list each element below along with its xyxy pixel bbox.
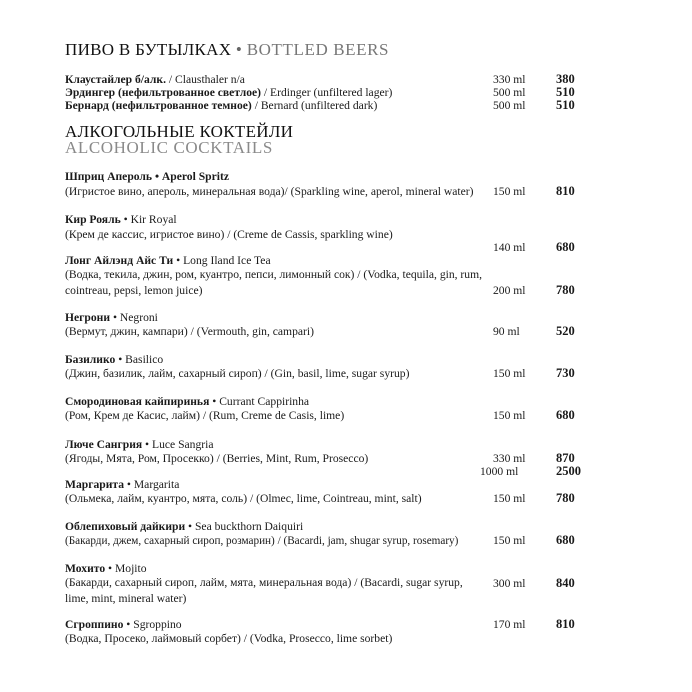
- beer-item: [65, 73, 245, 87]
- item-price: 680: [556, 408, 575, 422]
- title-separator: •: [115, 353, 126, 366]
- item-name: Эрдингер (нефильтрованное светлое): [65, 86, 262, 99]
- cocktail-title: [65, 170, 229, 184]
- item-name: Базилико: [65, 353, 116, 366]
- item-price: 730: [556, 366, 575, 380]
- item-description: (Бакарди, джем, сахарный сироп, розмарин) / (Bacardi, jam, shugar syrup, rosemary): [65, 535, 459, 547]
- item-name-en: Sea buckthorn Daiquiri: [194, 520, 304, 533]
- beer-title-en: BOTTLED BEERS: [246, 40, 390, 59]
- item-name: Маргарита: [65, 478, 125, 491]
- title-separator: •: [120, 213, 131, 226]
- item-volume: 90 ml: [493, 325, 520, 338]
- item-name-en: Margarita: [133, 478, 180, 491]
- item-price: 380: [556, 72, 575, 86]
- item-volume: 150 ml: [493, 185, 526, 198]
- item-volume: 150 ml: [493, 367, 526, 380]
- item-price: 870: [556, 451, 575, 465]
- title-separator: •: [105, 562, 115, 575]
- item-volume: 150 ml: [493, 409, 526, 422]
- item-name-en: Sgroppino: [133, 618, 182, 631]
- item-price: 2500: [556, 464, 581, 478]
- item-name: Смородиновая кайпиринья: [65, 395, 210, 408]
- item-name-en: Kir Royal: [130, 213, 177, 226]
- item-price: 680: [556, 240, 575, 254]
- item-price: 520: [556, 324, 575, 338]
- item-volume: 150 ml: [493, 492, 526, 505]
- item-volume: 140 ml: [493, 241, 526, 254]
- item-description: (Водка, текила, джин, ром, куантро, пепси, лимонный сок) / (Vodka, tequila, gin, rum, cointreau, pepsi, lemon juice): [65, 268, 483, 297]
- item-price: 780: [556, 283, 575, 297]
- cocktail-title: [65, 520, 303, 534]
- item-description: (Бакарди, сахарный сироп, лайм, мята, минеральная вода) / (Bacardi, sugar syrup, lime, mint, mineral water): [65, 576, 463, 605]
- item-name: Негрони: [65, 311, 111, 324]
- item-name: Лонг Айлэнд Айс Ти: [65, 254, 174, 267]
- beer-title-ru: ПИВО В БУТЫЛКАХ: [65, 40, 232, 59]
- item-name-en: Mojito: [114, 562, 147, 575]
- item-volume: 300 ml: [493, 577, 526, 590]
- item-name-en: Long Iland Ice Tea: [183, 254, 271, 267]
- item-name: Шприц Апероль: [65, 170, 153, 183]
- item-description: (Ольмека, лайм, куантро, мята, соль) / (Olmec, lime, Cointreau, mint, salt): [65, 492, 422, 505]
- item-description: (Вермут, джин, кампари) / (Vermouth, gin, campari): [65, 325, 314, 338]
- beer-item: [65, 86, 392, 100]
- item-name: Облепиховый дайкири: [65, 520, 186, 533]
- cocktail-title: [65, 562, 147, 576]
- item-name: Сгроппино: [65, 618, 124, 631]
- item-name: Бернард (нефильтрованное темное): [65, 99, 252, 112]
- item-name-en: / Bernard (unfiltered dark): [251, 99, 378, 112]
- item-volume: 150 ml: [493, 534, 526, 547]
- item-price: 510: [556, 85, 575, 99]
- title-separator: •: [173, 254, 184, 267]
- cocktail-title: [65, 353, 163, 367]
- title-separator: •: [209, 395, 220, 408]
- item-price: 810: [556, 617, 575, 631]
- item-volume: 200 ml: [493, 284, 526, 297]
- title-separator: •: [152, 170, 162, 183]
- item-name: Кир Рояль: [65, 213, 121, 226]
- item-name-en: / Clausthaler n/a: [166, 73, 245, 86]
- item-name: Мохито: [65, 562, 106, 575]
- item-price: 780: [556, 491, 575, 505]
- title-separator: •: [185, 520, 195, 533]
- item-name-en: Luce Sangria: [152, 438, 214, 451]
- item-description: (Ягоды, Мята, Ром, Просекко) / (Berries, Mint, Rum, Prosecco): [65, 452, 369, 465]
- cocktail-title: [65, 478, 179, 492]
- item-name-en: Aperol Spritz: [161, 170, 229, 183]
- item-description: (Ром, Крем де Касис, лайм) / (Rum, Creme de Casis, lime): [65, 409, 345, 422]
- item-volume: 500 ml: [493, 99, 526, 112]
- title-separator: •: [235, 40, 243, 59]
- cocktails-title-ru: АЛКОГОЛЬНЫЕ КОКТЕЙЛИ: [65, 122, 294, 141]
- item-name-en: Currant Cappirinha: [219, 395, 310, 408]
- item-volume: 330 ml: [493, 452, 526, 465]
- cocktails-title-en: ALCOHOLIC COCKTAILS: [65, 138, 273, 157]
- cocktail-title: [65, 395, 309, 409]
- cocktail-title: [65, 213, 177, 227]
- item-name: Клаустайлер б/алк.: [65, 73, 167, 86]
- title-separator: •: [110, 311, 120, 324]
- item-price: 840: [556, 576, 575, 590]
- cocktail-title: [65, 254, 271, 268]
- item-description: (Джин, базилик, лайм, сахарный сироп) / (Gin, basil, lime, sugar syrup): [65, 367, 410, 380]
- item-volume: 170 ml: [493, 618, 526, 631]
- item-name-en: Negroni: [119, 311, 158, 324]
- title-separator: •: [142, 438, 153, 451]
- title-separator: •: [123, 618, 134, 631]
- item-volume: 330 ml: [493, 73, 526, 86]
- item-name: Люче Сангрия: [65, 438, 143, 451]
- item-volume: 1000 ml: [480, 465, 519, 478]
- item-volume: 500 ml: [493, 86, 526, 99]
- item-description: (Игристое вино, апероль, минеральная вода)/ (Sparkling wine, aperol, mineral water): [65, 185, 474, 198]
- item-price: 810: [556, 184, 575, 198]
- beer-item: [65, 99, 377, 113]
- beer-section-title: [65, 40, 389, 60]
- item-price: 680: [556, 533, 575, 547]
- cocktail-title: [65, 618, 182, 632]
- item-name-en: Basilico: [125, 353, 164, 366]
- item-name-en: / Erdinger (unfiltered lager): [261, 86, 393, 99]
- cocktail-title: [65, 438, 214, 452]
- cocktail-title: [65, 311, 158, 325]
- item-description: (Водка, Просеко, лаймовый сорбет) / (Vodka, Prosecco, lime sorbet): [65, 632, 393, 645]
- title-separator: •: [124, 478, 134, 491]
- item-description: (Крем де кассис, игристое вино) / (Creme de Cassis, sparkling wine): [65, 228, 393, 241]
- item-price: 510: [556, 98, 575, 112]
